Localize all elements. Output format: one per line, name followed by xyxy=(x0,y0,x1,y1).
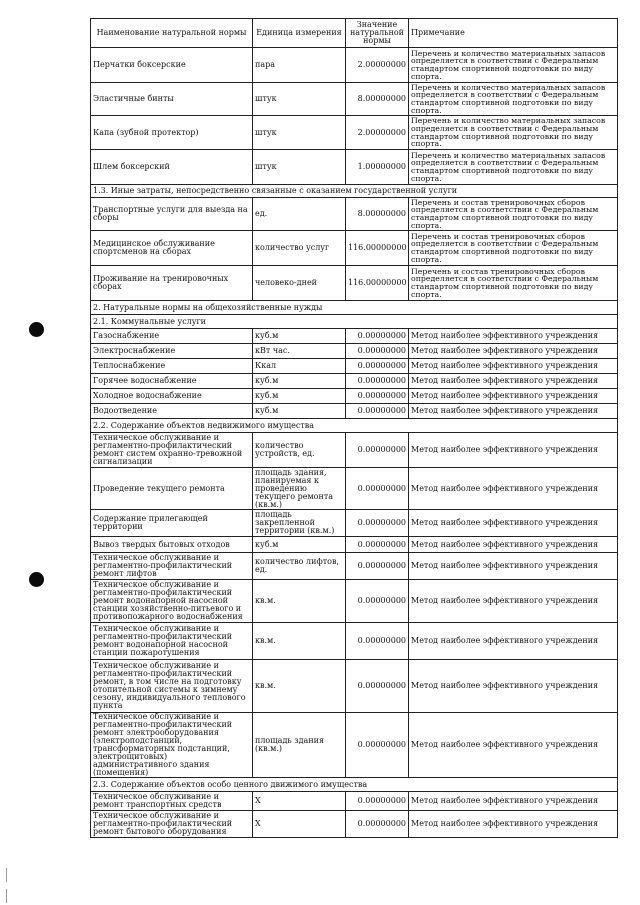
row-note: Метод наиболее эффективного учреждения xyxy=(409,553,618,580)
row-value: 0.00000000 xyxy=(346,433,409,468)
row-unit: ед. xyxy=(253,198,346,231)
table-header-row xyxy=(91,19,618,48)
row-note: Метод наиболее эффективного учреждения xyxy=(409,329,618,344)
row-unit: штук xyxy=(253,83,346,116)
section-title: 2.1. Коммунальные услуги xyxy=(91,315,618,329)
row-unit: количество лифтов, ед. xyxy=(253,553,346,580)
row-name: Водоотведение xyxy=(91,404,253,419)
table-row xyxy=(91,329,618,344)
section-row xyxy=(91,778,618,792)
table-row xyxy=(91,374,618,389)
table-row xyxy=(91,660,618,713)
row-note: Перечень и состав тренировочных сборов определяется в соответствии с Федеральным стандартом спортивной подготовки по виду спорта. xyxy=(409,198,618,231)
row-unit: пара xyxy=(253,48,346,83)
row-unit: штук xyxy=(253,116,346,150)
row-name: Холодное водоснабжение xyxy=(91,389,253,404)
row-value: 0.00000000 xyxy=(346,553,409,580)
table-row xyxy=(91,344,618,359)
row-value: 2.00000000 xyxy=(346,48,409,83)
table-row xyxy=(91,792,618,811)
row-note: Метод наиболее эффективного учреждения xyxy=(409,660,618,713)
table-row xyxy=(91,623,618,660)
row-note: Перечень и количество материальных запасов определяется в соответствии с Федеральным стандартом спортивной подготовки по виду спорта. xyxy=(409,116,618,150)
row-name: Перчатки боксерские xyxy=(91,48,253,83)
row-unit: кВт час. xyxy=(253,344,346,359)
row-value: 116.00000000 xyxy=(346,266,409,301)
row-unit: площадь здания, планируемая к проведению текущего ремонта (кв.м.) xyxy=(253,468,346,510)
table-row xyxy=(91,266,618,301)
table-row xyxy=(91,48,618,83)
row-value: 0.00000000 xyxy=(346,713,409,778)
row-unit: человеко-дней xyxy=(253,266,346,301)
row-note: Перечень и количество материальных запасов определяется в соответствии с Федеральным стандартом спортивной подготовки по виду спорта. xyxy=(409,83,618,116)
row-unit: количество устройств, ед. xyxy=(253,433,346,468)
natural-norms-table xyxy=(90,18,618,838)
row-value: 116.00000000 xyxy=(346,231,409,266)
row-unit: куб.м xyxy=(253,404,346,419)
row-note: Метод наиболее эффективного учреждения xyxy=(409,580,618,623)
row-value: 0.00000000 xyxy=(346,580,409,623)
row-note: Метод наиболее эффективного учреждения xyxy=(409,792,618,811)
section-row xyxy=(91,185,618,198)
row-value: 0.00000000 xyxy=(346,468,409,510)
row-unit: куб.м xyxy=(253,389,346,404)
row-name: Электроснабжение xyxy=(91,344,253,359)
row-note: Метод наиболее эффективного учреждения xyxy=(409,811,618,838)
row-name: Техническое обслуживание и ремонт транспортных средств xyxy=(91,792,253,811)
row-unit: куб.м xyxy=(253,329,346,344)
header-value: Значение натуральной нормы xyxy=(346,19,409,48)
row-name: Проживание на тренировочных сборах xyxy=(91,266,253,301)
section-row xyxy=(91,419,618,433)
row-name: Эластичные бинты xyxy=(91,83,253,116)
row-note: Метод наиболее эффективного учреждения xyxy=(409,537,618,553)
row-name: Горячее водоснабжение xyxy=(91,374,253,389)
row-name: Вывоз твердых бытовых отходов xyxy=(91,537,253,553)
row-value: 0.00000000 xyxy=(346,404,409,419)
row-unit: Ккал xyxy=(253,359,346,374)
table-row xyxy=(91,433,618,468)
table-row xyxy=(91,811,618,838)
row-unit: кв.м. xyxy=(253,580,346,623)
header-note: Примечание xyxy=(409,19,618,48)
scan-artifact-line xyxy=(6,889,7,903)
row-note: Перечень и состав тренировочных сборов определяется в соответствии с Федеральным стандартом спортивной подготовки по виду спорта. xyxy=(409,231,618,266)
table-row xyxy=(91,231,618,266)
row-name: Техническое обслуживание и регламентно-профилактический ремонт водонапорной насосной станции пожаротушения xyxy=(91,623,253,660)
row-value: 0.00000000 xyxy=(346,660,409,713)
row-note: Метод наиболее эффективного учреждения xyxy=(409,344,618,359)
row-unit: площадь здания (кв.м.) xyxy=(253,713,346,778)
row-unit: куб.м xyxy=(253,537,346,553)
table-row xyxy=(91,359,618,374)
row-value: 0.00000000 xyxy=(346,344,409,359)
table-row xyxy=(91,404,618,419)
row-name: Техническое обслуживание и регламентно-профилактический ремонт водонапорной насосной станции хозяйственно-питьевого и противопожарного водоснабжения xyxy=(91,580,253,623)
scan-artifact-line xyxy=(6,868,7,882)
row-name: Техническое обслуживание и регламентно-профилактический ремонт, в том числе на подготовку отопительной системы к зимнему сезону, индивидуального теплового пункта xyxy=(91,660,253,713)
row-value: 0.00000000 xyxy=(346,374,409,389)
header-unit: Единица измерения xyxy=(253,19,346,48)
row-value: 0.00000000 xyxy=(346,537,409,553)
row-note: Метод наиболее эффективного учреждения xyxy=(409,623,618,660)
row-name: Медицинское обслуживание спортсменов на сборах xyxy=(91,231,253,266)
row-note: Перечень и количество материальных запасов определяется в соответствии с Федеральным стандартом спортивной подготовки по виду спорта. xyxy=(409,150,618,185)
table-row xyxy=(91,116,618,150)
table-row xyxy=(91,580,618,623)
section-title: 1.3. Иные затраты, непосредственно связанные с оказанием государственной услуги xyxy=(91,185,618,198)
row-unit: штук xyxy=(253,150,346,185)
row-name: Проведение текущего ремонта xyxy=(91,468,253,510)
row-name: Газоснабжение xyxy=(91,329,253,344)
row-note: Метод наиболее эффективного учреждения xyxy=(409,359,618,374)
row-note: Метод наиболее эффективного учреждения xyxy=(409,433,618,468)
table-row xyxy=(91,389,618,404)
row-name: Содержание прилегающей территории xyxy=(91,510,253,537)
row-note: Метод наиболее эффективного учреждения xyxy=(409,510,618,537)
table-row xyxy=(91,150,618,185)
row-note: Перечень и состав тренировочных сборов определяется в соответствии с Федеральным стандартом спортивной подготовки по виду спорта. xyxy=(409,266,618,301)
section-row xyxy=(91,301,618,315)
row-name: Транспортные услуги для выезда на сборы xyxy=(91,198,253,231)
row-unit: кв.м. xyxy=(253,623,346,660)
row-note: Метод наиболее эффективного учреждения xyxy=(409,404,618,419)
row-value: 0.00000000 xyxy=(346,792,409,811)
row-name: Техническое обслуживание и регламентно-профилактический ремонт систем охранно-тревожной сигнализации xyxy=(91,433,253,468)
section-row xyxy=(91,315,618,329)
row-name: Шлем боксерский xyxy=(91,150,253,185)
table-row xyxy=(91,468,618,510)
row-note: Метод наиболее эффективного учреждения xyxy=(409,389,618,404)
table-row xyxy=(91,713,618,778)
table-row xyxy=(91,553,618,580)
row-note: Метод наиболее эффективного учреждения xyxy=(409,374,618,389)
table-row xyxy=(91,83,618,116)
section-title: 2.3. Содержание объектов особо ценного движимого имущества xyxy=(91,778,618,792)
table-row xyxy=(91,198,618,231)
row-value: 1.00000000 xyxy=(346,150,409,185)
row-value: 0.00000000 xyxy=(346,811,409,838)
row-note: Метод наиболее эффективного учреждения xyxy=(409,713,618,778)
table-row xyxy=(91,510,618,537)
binder-hole-mark xyxy=(29,572,44,587)
row-name: Техническое обслуживание и регламентно-профилактический ремонт лифтов xyxy=(91,553,253,580)
row-value: 0.00000000 xyxy=(346,623,409,660)
row-value: 8.00000000 xyxy=(346,83,409,116)
row-unit: Х xyxy=(253,811,346,838)
row-value: 0.00000000 xyxy=(346,359,409,374)
row-value: 2.00000000 xyxy=(346,116,409,150)
row-unit: куб.м xyxy=(253,374,346,389)
header-name: Наименование натуральной нормы xyxy=(91,19,253,48)
row-unit: количество услуг xyxy=(253,231,346,266)
row-value: 0.00000000 xyxy=(346,329,409,344)
row-name: Капа (зубной протектор) xyxy=(91,116,253,150)
row-name: Техническое обслуживание и регламентно-профилактический ремонт электрооборудования (электроподстанций, трансформаторных подстанций, электрощитовых) административного здания (помещения) xyxy=(91,713,253,778)
row-unit: Х xyxy=(253,792,346,811)
section-title: 2. Натуральные нормы на общехозяйственные нужды xyxy=(91,301,618,315)
table-row xyxy=(91,537,618,553)
row-unit: кв.м. xyxy=(253,660,346,713)
binder-hole-mark xyxy=(29,322,44,337)
row-value: 8.00000000 xyxy=(346,198,409,231)
row-unit: площадь закрепленной территории (кв.м.) xyxy=(253,510,346,537)
row-note: Перечень и количество материальных запасов определяется в соответствии с Федеральным стандартом спортивной подготовки по виду спорта. xyxy=(409,48,618,83)
row-value: 0.00000000 xyxy=(346,510,409,537)
row-name: Теплоснабжение xyxy=(91,359,253,374)
row-name: Техническое обслуживание и регламентно-профилактический ремонт бытового оборудования xyxy=(91,811,253,838)
section-title: 2.2. Содержание объектов недвижимого имущества xyxy=(91,419,618,433)
row-note: Метод наиболее эффективного учреждения xyxy=(409,468,618,510)
row-value: 0.00000000 xyxy=(346,389,409,404)
